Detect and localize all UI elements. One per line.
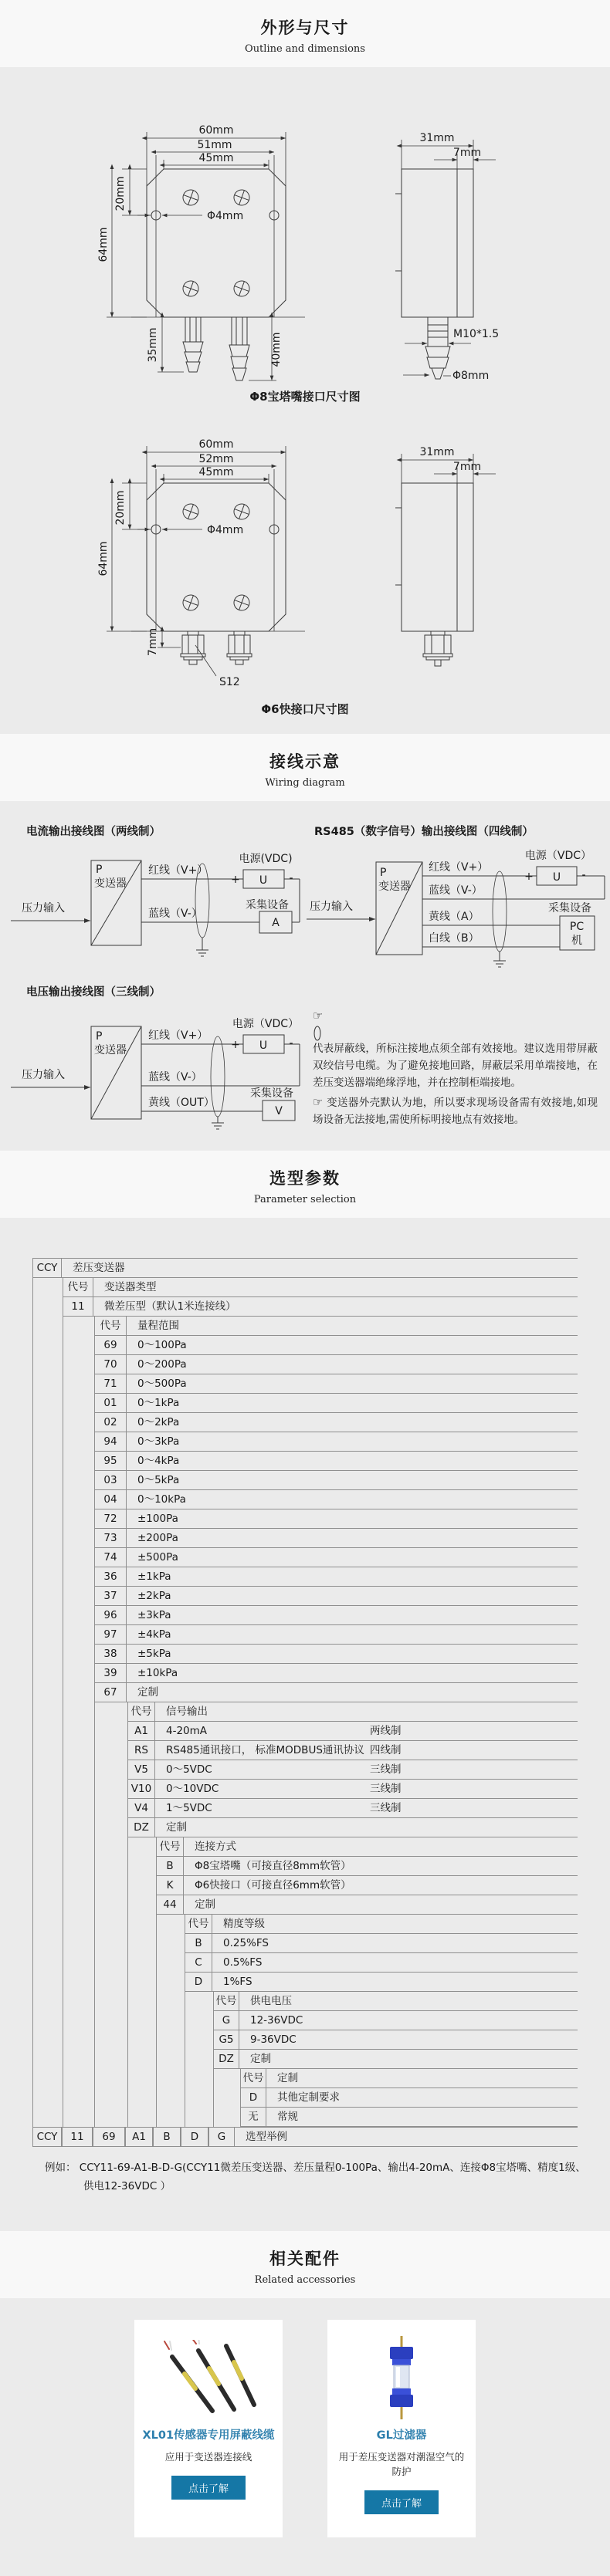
table-row [32, 1297, 578, 1317]
table-row [32, 2108, 578, 2127]
section-accessories-header [0, 2231, 610, 2298]
table-row [32, 1548, 578, 1567]
table-row [32, 1992, 578, 2011]
table-row [32, 1799, 578, 1818]
desc-cell: 0～10VDC 三线制 [155, 1780, 578, 1799]
table-row [32, 2011, 578, 2030]
table-row [32, 1702, 578, 1722]
wire-white-label: 白线（B） [429, 932, 480, 945]
table-row [32, 1355, 578, 1374]
table-row [32, 1606, 578, 1625]
desc-cell: 1～5VDC 三线制 [155, 1799, 578, 1818]
code-cell: 97 [94, 1625, 127, 1645]
wire-blue-label: 蓝线（V-） [148, 1071, 202, 1083]
table-row [32, 1915, 578, 1934]
section-outline-subtitle: Outline and dimensions [245, 43, 365, 55]
dim-20mm: 20mm [114, 490, 127, 526]
desc-cell: 0～1kPa [127, 1394, 578, 1413]
wiring-diagram-current [0, 813, 305, 974]
desc-cell: 9-36VDC [239, 2030, 578, 2050]
transmitter-label: 变送器 [94, 877, 127, 890]
summary-row [32, 2127, 578, 2147]
desc-cell: 0～100Pa [127, 1336, 578, 1355]
minus-sign: - [289, 1037, 293, 1050]
power-u-label: U [552, 871, 561, 884]
desc-cell: 0～4kPa [127, 1452, 578, 1471]
desc-cell: 0～200Pa [127, 1355, 578, 1374]
desc-cell: 差压变送器 [62, 1259, 578, 1278]
accessories-content [0, 2298, 610, 2576]
dim-60mm: 60mm [198, 438, 234, 451]
table-row [32, 1818, 578, 1837]
selection-example [45, 2159, 610, 2231]
code-cell: 74 [94, 1548, 127, 1567]
accessory-card-filter [327, 2320, 476, 2537]
table-row [32, 1471, 578, 1490]
code-cell: V4 [127, 1799, 155, 1818]
dim-7mm-nut: 7mm [147, 627, 159, 657]
dim-tip: Φ8mm [452, 370, 490, 382]
screw-icon [181, 188, 252, 299]
desc-cell: 1%FS [212, 1973, 578, 1992]
wire-type-note: 三线制 [370, 1763, 402, 1776]
table-row [32, 1336, 578, 1355]
dim-64mm: 64mm [97, 227, 110, 262]
code-cell: 96 [94, 1606, 127, 1625]
desc-cell: ±3kPa [127, 1606, 578, 1625]
code-cell: 70 [94, 1355, 127, 1374]
wiring-note-1 [313, 1006, 598, 1091]
side-nozzle [425, 317, 450, 379]
dim-31mm: 31mm [419, 132, 455, 144]
transmitter-p-label: P [96, 864, 103, 876]
desc-cell: 0～500Pa [127, 1374, 578, 1394]
wiring-d3-title: 电压输出接线图（三线制） [26, 986, 161, 999]
transmitter-label: 变送器 [94, 1044, 127, 1056]
dim-20mm: 20mm [114, 176, 127, 211]
transmitter-p-label: P [380, 867, 387, 879]
table-row [32, 1587, 578, 1606]
code-cell: 69 [94, 1336, 127, 1355]
ground-icon [493, 952, 506, 967]
table-row [32, 1645, 578, 1664]
table-row [32, 1374, 578, 1394]
table-row [32, 1741, 578, 1760]
accessory-card-cable-button[interactable]: 点击了解 [171, 2476, 246, 2500]
dim-45mm: 45mm [198, 152, 234, 164]
table-row [32, 1876, 578, 1895]
code-cell: 73 [94, 1529, 127, 1548]
section-outline-title: 外形与尺寸 [260, 19, 350, 37]
code-cell: 67 [94, 1683, 127, 1702]
transmitter-label: 变送器 [378, 881, 411, 893]
power-u-label: U [259, 1040, 268, 1052]
table-row [32, 1432, 578, 1452]
code-cell: CCY [32, 1259, 62, 1278]
section-selection-header [0, 1151, 610, 1218]
table-row [32, 1934, 578, 1953]
desc-cell: Φ8宝塔嘴（可接直径8mm软管） [184, 1857, 578, 1876]
wiring-d1-figure [0, 839, 305, 962]
code-cell: 01 [94, 1394, 127, 1413]
table-row [32, 1258, 578, 1278]
table-row [32, 1452, 578, 1471]
desc-cell: ±500Pa [127, 1548, 578, 1567]
desc-cell: ±100Pa [127, 1509, 578, 1529]
desc-cell: 0～2kPa [127, 1413, 578, 1432]
table-row [32, 1837, 578, 1857]
summary-label: 选型举例 [235, 2128, 578, 2147]
desc-cell: ±4kPa [127, 1625, 578, 1645]
desc-cell: 定制 [127, 1683, 578, 1702]
table-row [32, 1895, 578, 1915]
code-cell: 代号 [213, 1992, 239, 2011]
dim-60mm: 60mm [198, 124, 234, 137]
dim-hole: Φ4mm [207, 210, 244, 222]
summary-code-cell: A1 [125, 2128, 153, 2147]
shield-wire-icon [313, 1026, 322, 1041]
code-cell: 44 [156, 1895, 184, 1915]
selection-example-line1: 例如： CCY11-69-A1-B-D-G(CCY11微差压变送器、差压量程0-100Pa、输出4-20mA、连接Φ8宝塔嘴、精度1级、 [45, 2162, 586, 2175]
desc-cell: 信号输出 [155, 1702, 578, 1722]
desc-cell: ±5kPa [127, 1645, 578, 1664]
shielded-cable-image [142, 2340, 275, 2417]
plus-sign: + [231, 874, 240, 886]
desc-cell: 0～5kPa [127, 1471, 578, 1490]
dim-7mm: 7mm [452, 147, 482, 159]
desc-cell: 量程范围 [127, 1317, 578, 1336]
pagoda-caption: Φ8宝塔嘴接口尺寸图 [249, 390, 361, 404]
wiring-note-2-text: 变送器外壳默认为地，所以要求现场设备需有效接地,如现场设备无法接地,需使所标明接地点有效接地。 [313, 1097, 598, 1127]
desc-cell: ±1kPa [127, 1567, 578, 1587]
table-row [32, 2050, 578, 2069]
dim-52mm: 52mm [198, 453, 234, 465]
code-cell: 95 [94, 1452, 127, 1471]
dim-51mm: 51mm [197, 139, 232, 151]
desc-cell: 微差压型（默认1米连接线） [93, 1297, 578, 1317]
code-cell: 37 [94, 1587, 127, 1606]
table-row [32, 1973, 578, 1992]
section-accessories-subtitle: Related accessories [254, 2274, 356, 2287]
code-cell: 11 [63, 1297, 93, 1317]
table-row [32, 1509, 578, 1529]
code-cell: 72 [94, 1509, 127, 1529]
table-row [32, 1857, 578, 1876]
section-accessories-title: 相关配件 [269, 2250, 341, 2269]
code-cell: 代号 [185, 1915, 212, 1934]
desc-cell: 定制 [239, 2050, 578, 2069]
desc-cell: Φ6快接口（可接直径6mm软管） [184, 1876, 578, 1895]
desc-cell: ±10kPa [127, 1664, 578, 1683]
wiring-d2-title: RS485（数字信号）输出接线图（四线制） [314, 826, 534, 838]
pagoda-dimension-drawing [39, 78, 571, 387]
section-wiring-subtitle: Wiring diagram [265, 777, 345, 789]
plus-sign: + [524, 870, 534, 883]
ground-icon [196, 938, 208, 956]
accessory-card-cable-title: XL01传感器专用屏蔽线缆 [142, 2429, 275, 2442]
code-cell: 代号 [63, 1278, 93, 1297]
desc-cell: 定制 [266, 2069, 578, 2088]
pagoda-nozzles [183, 317, 249, 380]
wire-type-note: 三线制 [370, 1783, 402, 1796]
desc-cell: 0～10kPa [127, 1490, 578, 1509]
table-row [32, 1625, 578, 1645]
selection-example-line2: 供电12-36VDC ） [83, 2179, 171, 2192]
code-cell: 71 [94, 1374, 127, 1394]
desc-cell: 0.25%FS [212, 1934, 578, 1953]
code-cell: D [240, 2088, 266, 2108]
summary-code-cell: 69 [93, 2128, 125, 2147]
summary-code-cell: B [153, 2128, 181, 2147]
outline-content [0, 67, 610, 734]
code-cell: 39 [94, 1664, 127, 1683]
desc-cell: ±2kPa [127, 1587, 578, 1606]
dim-40mm: 40mm [270, 332, 283, 367]
table-row [32, 1529, 578, 1548]
desc-cell: ±200Pa [127, 1529, 578, 1548]
dim-hole: Φ4mm [207, 524, 244, 536]
table-row [32, 1394, 578, 1413]
accessory-card-cable [134, 2320, 283, 2537]
shield-ellipse [211, 1036, 225, 1117]
collector-label: 采集设备 [250, 1087, 293, 1100]
code-cell: DZ [127, 1818, 155, 1837]
code-cell: V5 [127, 1760, 155, 1780]
code-cell: 无 [240, 2108, 266, 2127]
table-row [32, 1780, 578, 1799]
table-row [32, 1664, 578, 1683]
wiring-diagram-voltage [0, 974, 305, 1131]
dim-64mm: 64mm [97, 541, 110, 576]
section-outline-header [0, 0, 610, 67]
desc-cell: 12-36VDC [239, 2011, 578, 2030]
accessory-card-filter-button[interactable]: 点击了解 [364, 2490, 439, 2514]
collector-pc-label2: 机 [571, 935, 582, 947]
quick-connectors [181, 631, 252, 664]
minus-sign: - [581, 869, 586, 881]
pointing-hand-icon: ☞ [313, 1095, 324, 1110]
wiring-d3-figure [0, 999, 305, 1131]
accessory-card-filter-desc: 用于差压变送器对潮湿空气的防护 [338, 2451, 465, 2478]
table-row [32, 2030, 578, 2050]
code-cell: B [185, 1934, 212, 1953]
desc-cell: 0.5%FS [212, 1953, 578, 1973]
desc-cell: 0～5VDC 三线制 [155, 1760, 578, 1780]
code-cell: 94 [94, 1432, 127, 1452]
section-selection-title: 选型参数 [269, 1169, 341, 1188]
accessory-card-cable-desc: 应用于变送器连接线 [164, 2451, 252, 2463]
wire-red-label: 红线（V+） [429, 861, 489, 874]
quick-connector-dimension-drawing [39, 421, 571, 699]
code-cell: A1 [127, 1722, 155, 1741]
wire-out-label: 黄线（OUT） [148, 1097, 215, 1109]
code-cell: RS [127, 1741, 155, 1760]
wiring-d2-figure [305, 839, 610, 974]
code-cell: 03 [94, 1471, 127, 1490]
desc-cell: 4-20mA 两线制 [155, 1722, 578, 1741]
pressure-input-label: 压力输入 [22, 1069, 65, 1081]
selection-table [32, 1258, 578, 2147]
wiring-content [0, 801, 610, 1151]
code-cell: 38 [94, 1645, 127, 1664]
code-cell: V10 [127, 1780, 155, 1799]
dim-45mm: 45mm [198, 466, 234, 478]
dim-31mm: 31mm [419, 446, 455, 458]
shield-ellipse [493, 871, 507, 952]
code-cell: 代号 [156, 1837, 184, 1857]
desc-cell: 连接方式 [184, 1837, 578, 1857]
wire-blue-label: 蓝线（V-） [148, 908, 202, 920]
collector-label: 采集设备 [246, 899, 289, 911]
table-row [32, 1760, 578, 1780]
desc-cell: 供电电压 [239, 1992, 578, 2011]
dim-35mm: 35mm [147, 327, 159, 363]
minus-sign: - [289, 872, 293, 884]
wire-type-note: 三线制 [370, 1802, 402, 1815]
table-row [32, 1683, 578, 1702]
code-cell: 代号 [240, 2069, 266, 2088]
code-cell: 04 [94, 1490, 127, 1509]
table-row [32, 1278, 578, 1297]
wire-red-label: 红线（V+） [148, 1029, 208, 1042]
accessory-card-filter-title: GL过滤器 [376, 2429, 427, 2442]
summary-code-cell: D [181, 2128, 208, 2147]
wire-blue-label: 蓝线（V-） [429, 884, 483, 897]
pointing-hand-icon: ☞ [313, 1009, 324, 1023]
wire-red-label: 红线（V+） [148, 864, 208, 877]
power-label: 电源（VDC） [232, 1018, 300, 1030]
pressure-input-label: 压力输入 [310, 901, 353, 913]
desc-cell: 常规 [266, 2108, 578, 2127]
code-cell: G5 [213, 2030, 239, 2050]
wiring-d1-title: 电流输出接线图（两线制） [26, 826, 161, 838]
desc-cell: 其他定制要求 [266, 2088, 578, 2108]
wiring-diagram-rs485 [305, 813, 610, 974]
summary-code-cell: G [208, 2128, 235, 2147]
selection-content [0, 1258, 610, 2231]
wiring-notes [305, 974, 610, 1131]
plus-sign: + [231, 1039, 240, 1051]
desc-cell: RS485通讯接口， 标准MODBUS通讯协议 四线制 [155, 1741, 578, 1760]
ground-icon [212, 1117, 224, 1129]
code-cell: 代号 [127, 1702, 155, 1722]
table-row [32, 2069, 578, 2088]
dim-7mm: 7mm [452, 461, 482, 473]
summary-code-cell: CCY [32, 2128, 62, 2147]
power-label: 电源（VDC） [524, 850, 592, 862]
power-u-label: U [259, 874, 268, 887]
desc-cell: 0～3kPa [127, 1432, 578, 1452]
table-row [32, 1567, 578, 1587]
code-cell: 36 [94, 1567, 127, 1587]
wire-type-note: 四线制 [370, 1744, 402, 1757]
section-wiring-header [0, 734, 610, 801]
desc-cell: 变送器类型 [93, 1278, 578, 1297]
collector-a-label: A [272, 917, 280, 929]
pressure-input-label: 压力输入 [22, 902, 65, 914]
wiring-note-1-text: 代表屏蔽线，所标注接地点须全部有效接地。建议选用带屏蔽双绞信号电缆。为了避免接地回路，屏蔽层采用单端接地，在差压变送器端绝缘浮地，并在控制柜端接地。 [313, 1042, 598, 1089]
side-quick-connector [423, 631, 452, 666]
power-label: 电源(VDC) [239, 853, 293, 865]
code-cell: 02 [94, 1413, 127, 1432]
code-cell: B [156, 1857, 184, 1876]
filter-image [335, 2340, 468, 2417]
section-wiring-title: 接线示意 [269, 752, 341, 771]
table-row [32, 1317, 578, 1336]
code-cell: 代号 [94, 1317, 127, 1336]
dim-thread: M10*1.5 [453, 328, 500, 340]
summary-code-cell: 11 [62, 2128, 93, 2147]
desc-cell: 定制 [155, 1818, 578, 1837]
code-cell: C [185, 1953, 212, 1973]
code-cell: K [156, 1876, 184, 1895]
table-row [32, 2088, 578, 2108]
transmitter-p-label: P [96, 1030, 103, 1043]
dim-s12: S12 [219, 676, 240, 688]
screw-icon [181, 502, 252, 613]
wire-yellow-label: 黄线（A） [429, 911, 480, 923]
collector-pc-label: PC [569, 921, 585, 933]
code-cell: D [185, 1973, 212, 1992]
wiring-note-2 [313, 1093, 598, 1129]
table-row [32, 1722, 578, 1741]
code-cell: DZ [213, 2050, 239, 2069]
section-selection-subtitle: Parameter selection [253, 1194, 357, 1206]
desc-cell: 精度等级 [212, 1915, 578, 1934]
collector-label: 采集设备 [548, 902, 591, 914]
wire-type-note: 两线制 [370, 1725, 402, 1738]
collector-v-label: V [275, 1105, 283, 1117]
table-row [32, 1413, 578, 1432]
code-cell: G [213, 2011, 239, 2030]
table-row [32, 1953, 578, 1973]
table-row [32, 1490, 578, 1509]
desc-cell: 定制 [184, 1895, 578, 1915]
quick-connector-caption: Φ6快接口尺寸图 [261, 702, 349, 716]
